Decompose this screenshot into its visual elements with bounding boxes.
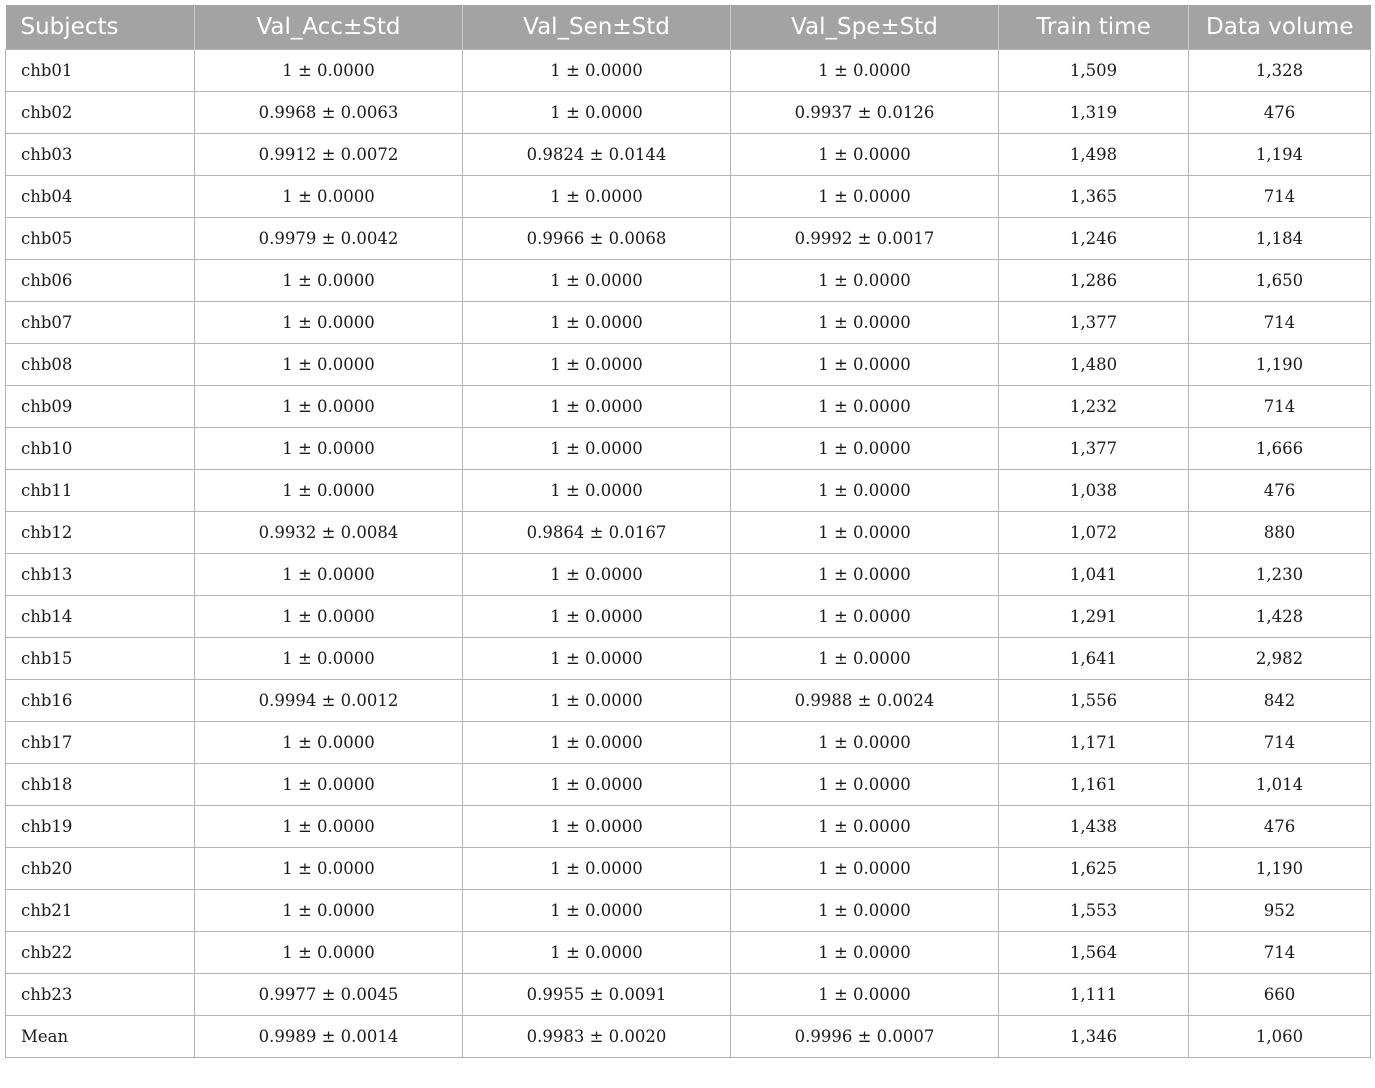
- data-volume-cell: 1,194: [1189, 133, 1371, 175]
- val-acc-cell: 0.9979 ± 0.0042: [195, 217, 463, 259]
- subject-cell: chb15: [6, 637, 195, 679]
- train-time-cell: 1,072: [999, 511, 1189, 553]
- val-acc-cell: 0.9977 ± 0.0045: [195, 973, 463, 1015]
- val-acc-cell: 0.9994 ± 0.0012: [195, 679, 463, 721]
- data-volume-cell: 714: [1189, 931, 1371, 973]
- header-val-spe: Val_Spe±Std: [731, 5, 999, 49]
- data-volume-cell: 476: [1189, 91, 1371, 133]
- subject-cell: chb04: [6, 175, 195, 217]
- data-volume-cell: 714: [1189, 721, 1371, 763]
- val-acc-cell: 0.9912 ± 0.0072: [195, 133, 463, 175]
- subject-cell: chb08: [6, 343, 195, 385]
- val-acc-cell: 1 ± 0.0000: [195, 469, 463, 511]
- data-volume-cell: 1,190: [1189, 847, 1371, 889]
- val-spe-cell: 1 ± 0.0000: [731, 847, 999, 889]
- table-row: [6, 427, 1371, 469]
- subject-cell: chb01: [6, 49, 195, 91]
- val-sen-cell: 1 ± 0.0000: [463, 553, 731, 595]
- val-sen-cell: 1 ± 0.0000: [463, 343, 731, 385]
- data-volume-cell: 1,014: [1189, 763, 1371, 805]
- val-spe-cell: 1 ± 0.0000: [731, 175, 999, 217]
- data-volume-cell: 2,982: [1189, 637, 1371, 679]
- val-acc-cell: 1 ± 0.0000: [195, 763, 463, 805]
- table-row: [6, 343, 1371, 385]
- val-sen-cell: 0.9983 ± 0.0020: [463, 1015, 731, 1057]
- subject-cell: chb17: [6, 721, 195, 763]
- val-sen-cell: 1 ± 0.0000: [463, 721, 731, 763]
- table-row: [6, 385, 1371, 427]
- val-sen-cell: 1 ± 0.0000: [463, 259, 731, 301]
- val-acc-cell: 1 ± 0.0000: [195, 553, 463, 595]
- train-time-cell: 1,232: [999, 385, 1189, 427]
- train-time-cell: 1,171: [999, 721, 1189, 763]
- val-spe-cell: 1 ± 0.0000: [731, 511, 999, 553]
- subject-cell: chb06: [6, 259, 195, 301]
- train-time-cell: 1,038: [999, 469, 1189, 511]
- val-spe-cell: 1 ± 0.0000: [731, 343, 999, 385]
- val-spe-cell: 1 ± 0.0000: [731, 469, 999, 511]
- table-row: [6, 973, 1371, 1015]
- data-volume-cell: 880: [1189, 511, 1371, 553]
- table-row: [6, 133, 1371, 175]
- subject-cell: chb05: [6, 217, 195, 259]
- val-sen-cell: 1 ± 0.0000: [463, 91, 731, 133]
- val-sen-cell: 1 ± 0.0000: [463, 427, 731, 469]
- table-row: [6, 637, 1371, 679]
- header-data-volume: Data volume: [1189, 5, 1371, 49]
- table-row: [6, 679, 1371, 721]
- val-spe-cell: 1 ± 0.0000: [731, 49, 999, 91]
- table-row: [6, 595, 1371, 637]
- data-volume-cell: 714: [1189, 385, 1371, 427]
- val-sen-cell: 0.9955 ± 0.0091: [463, 973, 731, 1015]
- val-spe-cell: 0.9937 ± 0.0126: [731, 91, 999, 133]
- table-row: [6, 175, 1371, 217]
- table-row: [6, 49, 1371, 91]
- train-time-cell: 1,498: [999, 133, 1189, 175]
- val-acc-cell: 1 ± 0.0000: [195, 637, 463, 679]
- train-time-cell: 1,319: [999, 91, 1189, 133]
- train-time-cell: 1,480: [999, 343, 1189, 385]
- val-acc-cell: 1 ± 0.0000: [195, 49, 463, 91]
- val-spe-cell: 1 ± 0.0000: [731, 259, 999, 301]
- subject-cell: chb21: [6, 889, 195, 931]
- table-row: [6, 721, 1371, 763]
- table-row: [6, 469, 1371, 511]
- val-acc-cell: 0.9968 ± 0.0063: [195, 91, 463, 133]
- data-volume-cell: 1,328: [1189, 49, 1371, 91]
- train-time-cell: 1,641: [999, 637, 1189, 679]
- header-val-sen: Val_Sen±Std: [463, 5, 731, 49]
- val-spe-cell: 1 ± 0.0000: [731, 805, 999, 847]
- header-train-time: Train time: [999, 5, 1189, 49]
- data-volume-cell: 952: [1189, 889, 1371, 931]
- val-acc-cell: 1 ± 0.0000: [195, 721, 463, 763]
- val-sen-cell: 1 ± 0.0000: [463, 889, 731, 931]
- data-volume-cell: 1,428: [1189, 595, 1371, 637]
- table-row: [6, 931, 1371, 973]
- val-acc-cell: 1 ± 0.0000: [195, 427, 463, 469]
- subject-cell: chb23: [6, 973, 195, 1015]
- val-sen-cell: 1 ± 0.0000: [463, 301, 731, 343]
- subject-cell: chb03: [6, 133, 195, 175]
- val-acc-cell: 0.9989 ± 0.0014: [195, 1015, 463, 1057]
- header-row: [6, 5, 1371, 49]
- data-volume-cell: 1,184: [1189, 217, 1371, 259]
- train-time-cell: 1,625: [999, 847, 1189, 889]
- val-acc-cell: 1 ± 0.0000: [195, 385, 463, 427]
- table-row: [6, 847, 1371, 889]
- data-volume-cell: 714: [1189, 301, 1371, 343]
- train-time-cell: 1,553: [999, 889, 1189, 931]
- table-row: [6, 805, 1371, 847]
- val-sen-cell: 1 ± 0.0000: [463, 595, 731, 637]
- train-time-cell: 1,161: [999, 763, 1189, 805]
- val-sen-cell: 1 ± 0.0000: [463, 763, 731, 805]
- val-sen-cell: 1 ± 0.0000: [463, 175, 731, 217]
- val-spe-cell: 1 ± 0.0000: [731, 595, 999, 637]
- train-time-cell: 1,291: [999, 595, 1189, 637]
- table-body: [6, 49, 1371, 1057]
- subject-cell: chb12: [6, 511, 195, 553]
- val-acc-cell: 0.9932 ± 0.0084: [195, 511, 463, 553]
- val-sen-cell: 1 ± 0.0000: [463, 805, 731, 847]
- val-sen-cell: 1 ± 0.0000: [463, 469, 731, 511]
- data-volume-cell: 1,666: [1189, 427, 1371, 469]
- train-time-cell: 1,509: [999, 49, 1189, 91]
- val-spe-cell: 1 ± 0.0000: [731, 889, 999, 931]
- train-time-cell: 1,041: [999, 553, 1189, 595]
- table-row: [6, 511, 1371, 553]
- subject-cell: chb18: [6, 763, 195, 805]
- subject-cell: chb14: [6, 595, 195, 637]
- train-time-cell: 1,346: [999, 1015, 1189, 1057]
- val-sen-cell: 1 ± 0.0000: [463, 637, 731, 679]
- val-sen-cell: 0.9824 ± 0.0144: [463, 133, 731, 175]
- val-sen-cell: 1 ± 0.0000: [463, 847, 731, 889]
- val-acc-cell: 1 ± 0.0000: [195, 595, 463, 637]
- data-volume-cell: 1,190: [1189, 343, 1371, 385]
- train-time-cell: 1,438: [999, 805, 1189, 847]
- val-acc-cell: 1 ± 0.0000: [195, 805, 463, 847]
- val-spe-cell: 1 ± 0.0000: [731, 637, 999, 679]
- val-acc-cell: 1 ± 0.0000: [195, 931, 463, 973]
- val-acc-cell: 1 ± 0.0000: [195, 889, 463, 931]
- val-sen-cell: 1 ± 0.0000: [463, 49, 731, 91]
- subject-cell: chb22: [6, 931, 195, 973]
- val-spe-cell: 1 ± 0.0000: [731, 553, 999, 595]
- val-sen-cell: 1 ± 0.0000: [463, 385, 731, 427]
- train-time-cell: 1,377: [999, 301, 1189, 343]
- val-acc-cell: 1 ± 0.0000: [195, 343, 463, 385]
- val-spe-cell: 1 ± 0.0000: [731, 763, 999, 805]
- data-volume-cell: 1,060: [1189, 1015, 1371, 1057]
- val-acc-cell: 1 ± 0.0000: [195, 259, 463, 301]
- train-time-cell: 1,111: [999, 973, 1189, 1015]
- subject-cell: Mean: [6, 1015, 195, 1057]
- val-spe-cell: 1 ± 0.0000: [731, 931, 999, 973]
- data-volume-cell: 714: [1189, 175, 1371, 217]
- subject-cell: chb09: [6, 385, 195, 427]
- data-volume-cell: 1,650: [1189, 259, 1371, 301]
- data-volume-cell: 476: [1189, 469, 1371, 511]
- val-sen-cell: 1 ± 0.0000: [463, 679, 731, 721]
- val-spe-cell: 0.9996 ± 0.0007: [731, 1015, 999, 1057]
- table-row: [6, 91, 1371, 133]
- header-val-acc: Val_Acc±Std: [195, 5, 463, 49]
- subject-cell: chb02: [6, 91, 195, 133]
- train-time-cell: 1,365: [999, 175, 1189, 217]
- subject-cell: chb16: [6, 679, 195, 721]
- subject-cell: chb13: [6, 553, 195, 595]
- val-spe-cell: 1 ± 0.0000: [731, 385, 999, 427]
- table-row: [6, 301, 1371, 343]
- table-row: [6, 217, 1371, 259]
- table-row: [6, 889, 1371, 931]
- data-volume-cell: 476: [1189, 805, 1371, 847]
- subject-cell: chb20: [6, 847, 195, 889]
- val-sen-cell: 0.9864 ± 0.0167: [463, 511, 731, 553]
- val-spe-cell: 1 ± 0.0000: [731, 133, 999, 175]
- data-volume-cell: 1,230: [1189, 553, 1371, 595]
- val-acc-cell: 1 ± 0.0000: [195, 301, 463, 343]
- subject-cell: chb19: [6, 805, 195, 847]
- train-time-cell: 1,377: [999, 427, 1189, 469]
- table-row: [6, 763, 1371, 805]
- train-time-cell: 1,564: [999, 931, 1189, 973]
- val-spe-cell: 1 ± 0.0000: [731, 973, 999, 1015]
- val-spe-cell: 0.9988 ± 0.0024: [731, 679, 999, 721]
- table-row: [6, 553, 1371, 595]
- subject-cell: chb10: [6, 427, 195, 469]
- train-time-cell: 1,246: [999, 217, 1189, 259]
- val-spe-cell: 1 ± 0.0000: [731, 301, 999, 343]
- train-time-cell: 1,286: [999, 259, 1189, 301]
- header-subjects: Subjects: [6, 5, 195, 49]
- table-row: [6, 1015, 1371, 1057]
- val-spe-cell: 0.9992 ± 0.0017: [731, 217, 999, 259]
- val-acc-cell: 1 ± 0.0000: [195, 175, 463, 217]
- table-row: [6, 259, 1371, 301]
- data-volume-cell: 842: [1189, 679, 1371, 721]
- data-volume-cell: 660: [1189, 973, 1371, 1015]
- results-table: [5, 5, 1371, 1058]
- subject-cell: chb07: [6, 301, 195, 343]
- val-acc-cell: 1 ± 0.0000: [195, 847, 463, 889]
- table-header: [6, 5, 1371, 49]
- val-sen-cell: 1 ± 0.0000: [463, 931, 731, 973]
- val-sen-cell: 0.9966 ± 0.0068: [463, 217, 731, 259]
- val-spe-cell: 1 ± 0.0000: [731, 427, 999, 469]
- val-spe-cell: 1 ± 0.0000: [731, 721, 999, 763]
- train-time-cell: 1,556: [999, 679, 1189, 721]
- subject-cell: chb11: [6, 469, 195, 511]
